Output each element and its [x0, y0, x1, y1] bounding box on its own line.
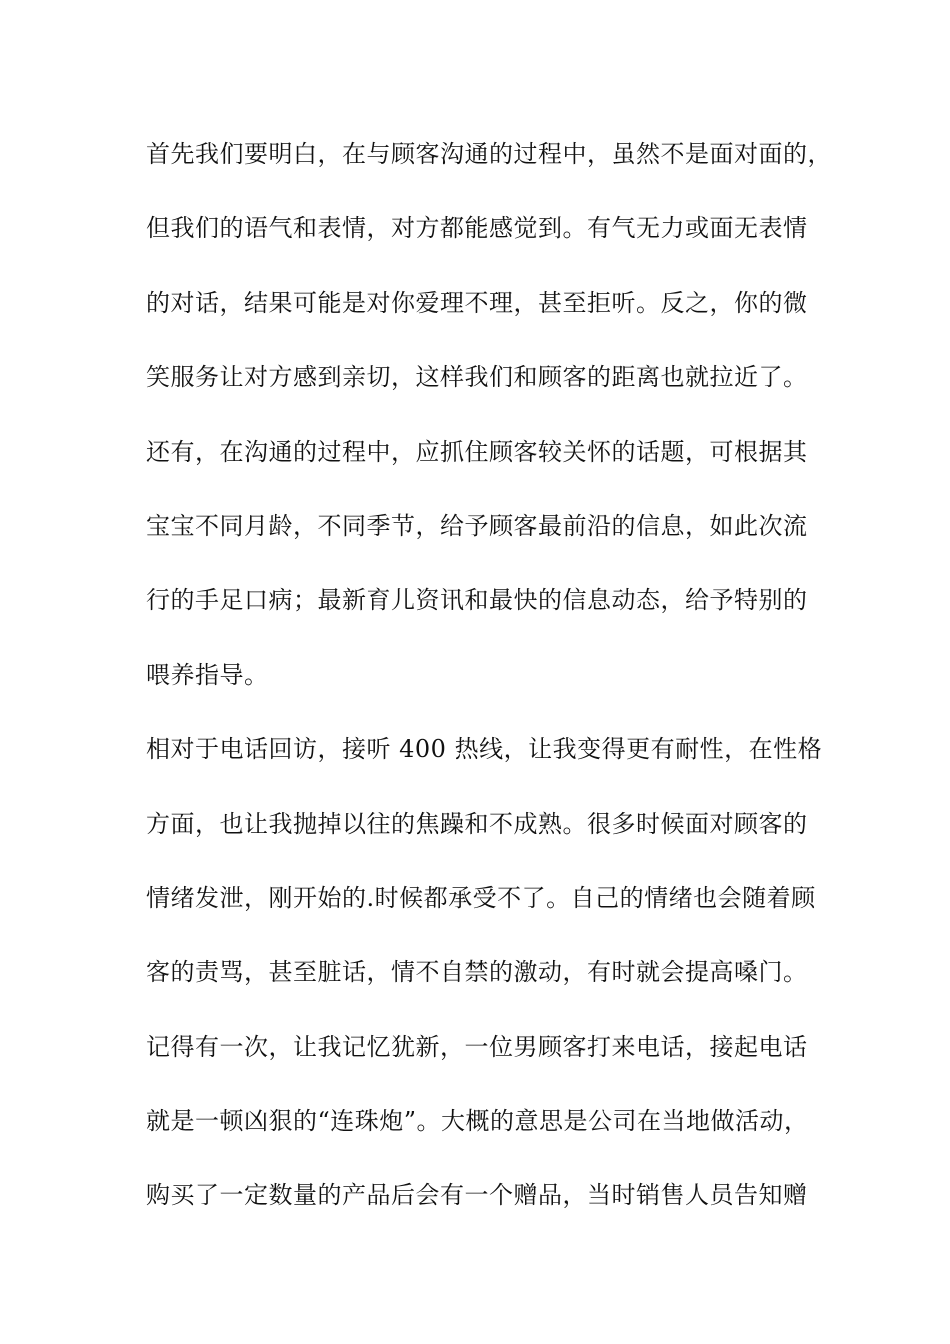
text-line-8: 喂养指导。: [146, 660, 269, 689]
text-line-14: 就是一顿凶狠的“连珠炮”。大概的意思是公司在当地做活动，: [146, 1107, 809, 1136]
text-line-15: 购买了一定数量的产品后会有一个赠品，当时销售人员告知赠: [146, 1181, 808, 1210]
text-line-12: 客的责骂，甚至脏话，情不自禁的激动，有时就会提高嗓门。: [146, 958, 808, 987]
text-line-10: 方面，也让我抛掉以往的焦躁和不成熟。很多时候面对顾客的: [146, 809, 808, 838]
text-line-3: 的对话，结果可能是对你爱理不理，甚至拒听。反之，你的微: [146, 288, 808, 317]
document-body: [146, 126, 836, 1242]
text-line-1: 首先我们要明白，在与顾客沟通的过程中，虽然不是面对面的，: [146, 140, 832, 168]
text-line-11: 情绪发泄，刚开始的.时候都承受不了。自己的情绪也会随着顾: [146, 883, 816, 912]
text-line-5: 还有，在沟通的过程中，应抓住顾客较关怀的话题，可根据其: [146, 437, 808, 466]
text-line-13: 记得有一次，让我记忆犹新，一位男顾客打来电话，接起电话: [146, 1032, 808, 1061]
text-line-2: 但我们的语气和表情，对方都能感觉到。有气无力或面无表情: [146, 214, 808, 243]
text-line-9: 相对于电话回访，接听 400 热线，让我变得更有耐性，在性格: [146, 735, 823, 764]
text-line-4: 笑服务让对方感到亲切，这样我们和顾客的距离也就拉近了。: [146, 363, 808, 392]
text-line-7: 行的手足口病；最新育儿资讯和最快的信息动态，给予特别的: [146, 586, 808, 615]
text-line-6: 宝宝不同月龄，不同季节，给予顾客最前沿的信息，如此次流: [146, 511, 808, 540]
